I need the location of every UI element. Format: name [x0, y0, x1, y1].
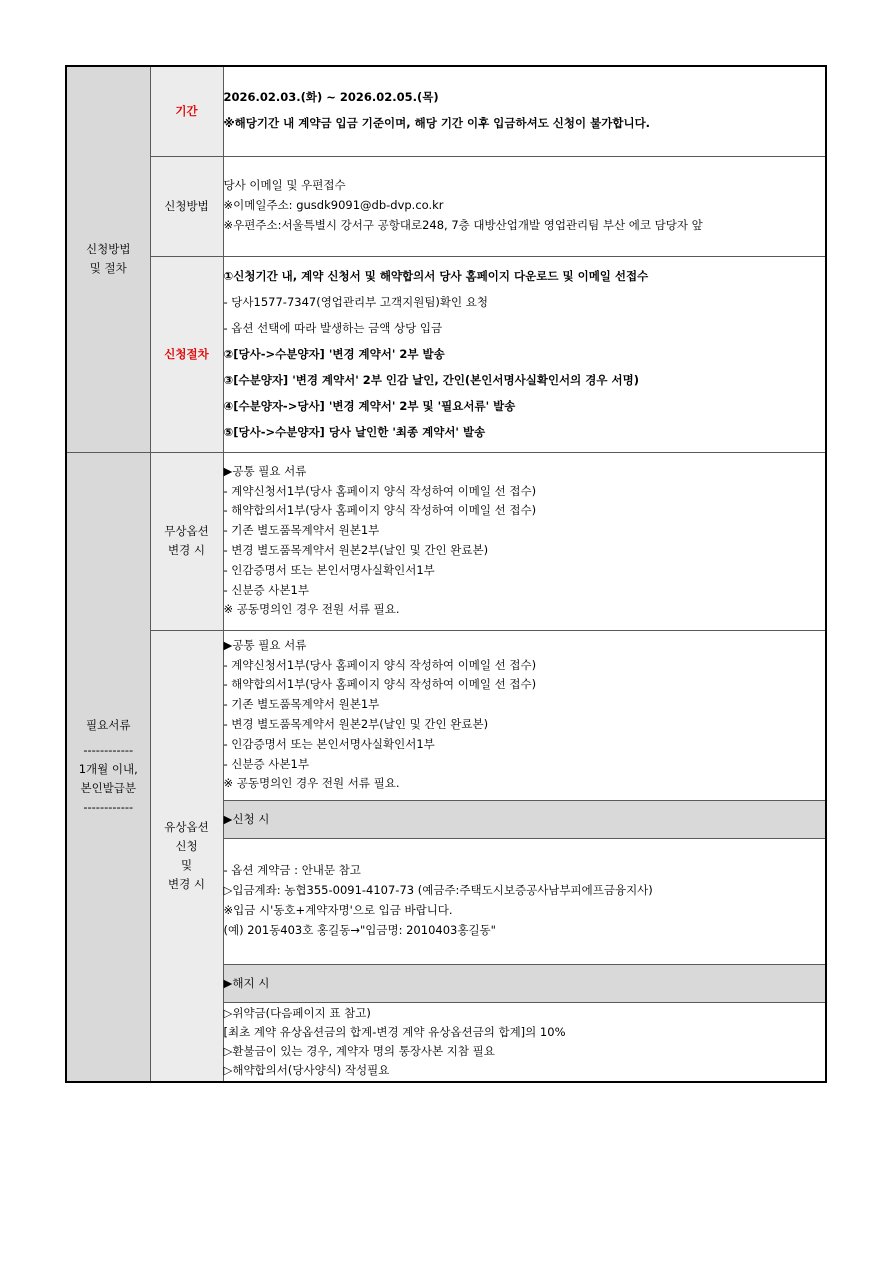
free-option-row — [66, 452, 826, 630]
cancel-content — [223, 1002, 826, 1082]
paid-option-label-line: 및 — [180, 857, 193, 872]
doc-item: - 신분증 사본1부 — [223, 582, 309, 597]
doc-item: - 인감증명서 또는 본인서명사실확인서1부 — [223, 562, 435, 577]
doc-item: - 변경 별도품목계약서 원본2부(날인 및 간인 완료본) — [223, 543, 489, 557]
method-line: 당사 이메일 및 우편접수 — [223, 178, 346, 193]
free-option-label-line: 변경 시 — [168, 543, 205, 557]
cancel-header: ▶해지 시 — [223, 964, 826, 1002]
doc-item: - 해약합의서1부(당사 홈페이지 양식 작성하여 이메일 선 접수) — [223, 503, 537, 518]
free-option-label-line: 무상옵션 — [164, 524, 209, 538]
doc-note: ※ 공동명의인 경우 전원 서류 필요. — [223, 602, 400, 617]
procedure-step: ④[수분양자->당사] '변경 계약서' 2부 및 '필요서류' 발송 — [223, 399, 516, 413]
section-divider: ------------ — [83, 743, 134, 758]
section-title-procedure — [66, 66, 150, 452]
doc-header: ▶공통 필요 서류 — [223, 463, 307, 478]
free-option-content — [223, 452, 826, 630]
procedure-step: ②[당사->수분양자] '변경 계약서' 2부 발송 — [223, 347, 445, 361]
cancel-line: ▷위약금(다음페이지 표 참고) — [223, 1005, 371, 1020]
paid-option-label-line: 신청 — [175, 838, 198, 853]
section-title-line: 필요서류 — [86, 718, 131, 733]
method-row — [66, 156, 826, 256]
doc-item: - 기존 별도품목계약서 원본1부 — [223, 697, 380, 712]
method-label: 신청방법 — [150, 156, 223, 256]
free-option-label — [150, 452, 223, 630]
period-note: ※해당기간 내 계약금 입금 기준이며, 해당 기간 이후 입금하셔도 신청이 불가합니다. — [223, 116, 651, 131]
procedure-row — [66, 256, 826, 452]
cancel-line: ▷해약합의서(당사양식) 작성필요 — [223, 1062, 390, 1077]
apply-header: ▶신청 시 — [223, 800, 826, 838]
method-content — [223, 156, 826, 256]
doc-header: ▶공통 필요 서류 — [223, 637, 307, 652]
procedure-step: ①신청기간 내, 계약 신청서 및 해약합의서 당사 홈페이지 다운로드 및 이메일 선접수 — [223, 269, 649, 283]
procedure-step: - 당사1577-7347(영업관리부 고객지원팀)확인 요청 — [223, 295, 489, 309]
procedure-step: ③[수분양자] '변경 계약서' 2부 인감 날인, 간인(본인서명사실확인서의 경우 서명) — [223, 373, 639, 387]
paid-option-label-line: 변경 시 — [168, 876, 205, 891]
section-divider: ------------ — [83, 800, 134, 815]
paid-option-label-line: 유상옵션 — [164, 819, 209, 834]
apply-line: - 옵션 계약금 : 안내문 참고 — [223, 863, 361, 878]
cancel-line: [최초 계약 유상옵션금의 합계-변경 계약 유상옵션금의 합계]의 10% — [223, 1024, 566, 1039]
doc-item: - 신분증 사본1부 — [223, 756, 309, 771]
section-title-documents — [66, 452, 150, 1082]
period-label: 기간 — [150, 66, 223, 156]
section-title-line: 1개월 이내, — [78, 762, 138, 777]
doc-item: - 계약신청서1부(당사 홈페이지 양식 작성하여 이메일 선 접수) — [223, 657, 537, 672]
period-dates: 2026.02.03.(화) ~ 2026.02.05.(목) — [223, 90, 439, 105]
apply-example: (예) 201동403호 홍길동→"입금명: 2010403홍길동" — [223, 922, 496, 937]
option-change-guide-table — [65, 65, 827, 1083]
doc-item: - 해약합의서1부(당사 홈페이지 양식 작성하여 이메일 선 접수) — [223, 677, 537, 692]
email-address: ※이메일주소: gusdk9091@db-dvp.co.kr — [223, 198, 444, 213]
period-content — [223, 66, 826, 156]
doc-item: - 변경 별도품목계약서 원본2부(날인 및 간인 완료본) — [223, 717, 489, 731]
apply-line: ※입금 시'동호+계약자명'으로 입금 바랍니다. — [223, 903, 453, 917]
paid-option-label — [150, 630, 223, 1082]
procedure-step: ⑤[당사->수분양자] 당사 날인한 '최종 계약서' 발송 — [223, 425, 486, 439]
postal-address: ※우편주소:서울특별시 강서구 공항대로248, 7층 대방산업개발 영업관리팀 부산 에코 담당자 앞 — [223, 217, 703, 232]
section-title-line: 및 절차 — [89, 261, 127, 276]
section-title-line: 본인발급분 — [80, 781, 137, 796]
cancel-line: ▷환불금이 있는 경우, 계약자 명의 통장사본 지참 필요 — [223, 1043, 495, 1058]
doc-item: - 계약신청서1부(당사 홈페이지 양식 작성하여 이메일 선 접수) — [223, 483, 537, 498]
doc-item: - 기존 별도품목계약서 원본1부 — [223, 523, 380, 538]
period-row — [66, 66, 826, 156]
procedure-label: 신청절차 — [150, 256, 223, 452]
doc-note: ※ 공동명의인 경우 전원 서류 필요. — [223, 776, 400, 791]
section-title-line: 신청방법 — [86, 242, 131, 257]
paid-common-content — [223, 630, 826, 800]
doc-item: - 인감증명서 또는 본인서명사실확인서1부 — [223, 736, 435, 751]
procedure-step: - 옵션 선택에 따라 발생하는 금액 상당 입금 — [223, 321, 443, 335]
procedure-content — [223, 256, 826, 452]
apply-content — [223, 838, 826, 964]
paid-common-row — [66, 630, 826, 800]
deposit-account: ▷입금계좌: 농협355-0091-4107-73 (예금주:주택도시보증공사남부피에프금융지사) — [223, 883, 653, 898]
